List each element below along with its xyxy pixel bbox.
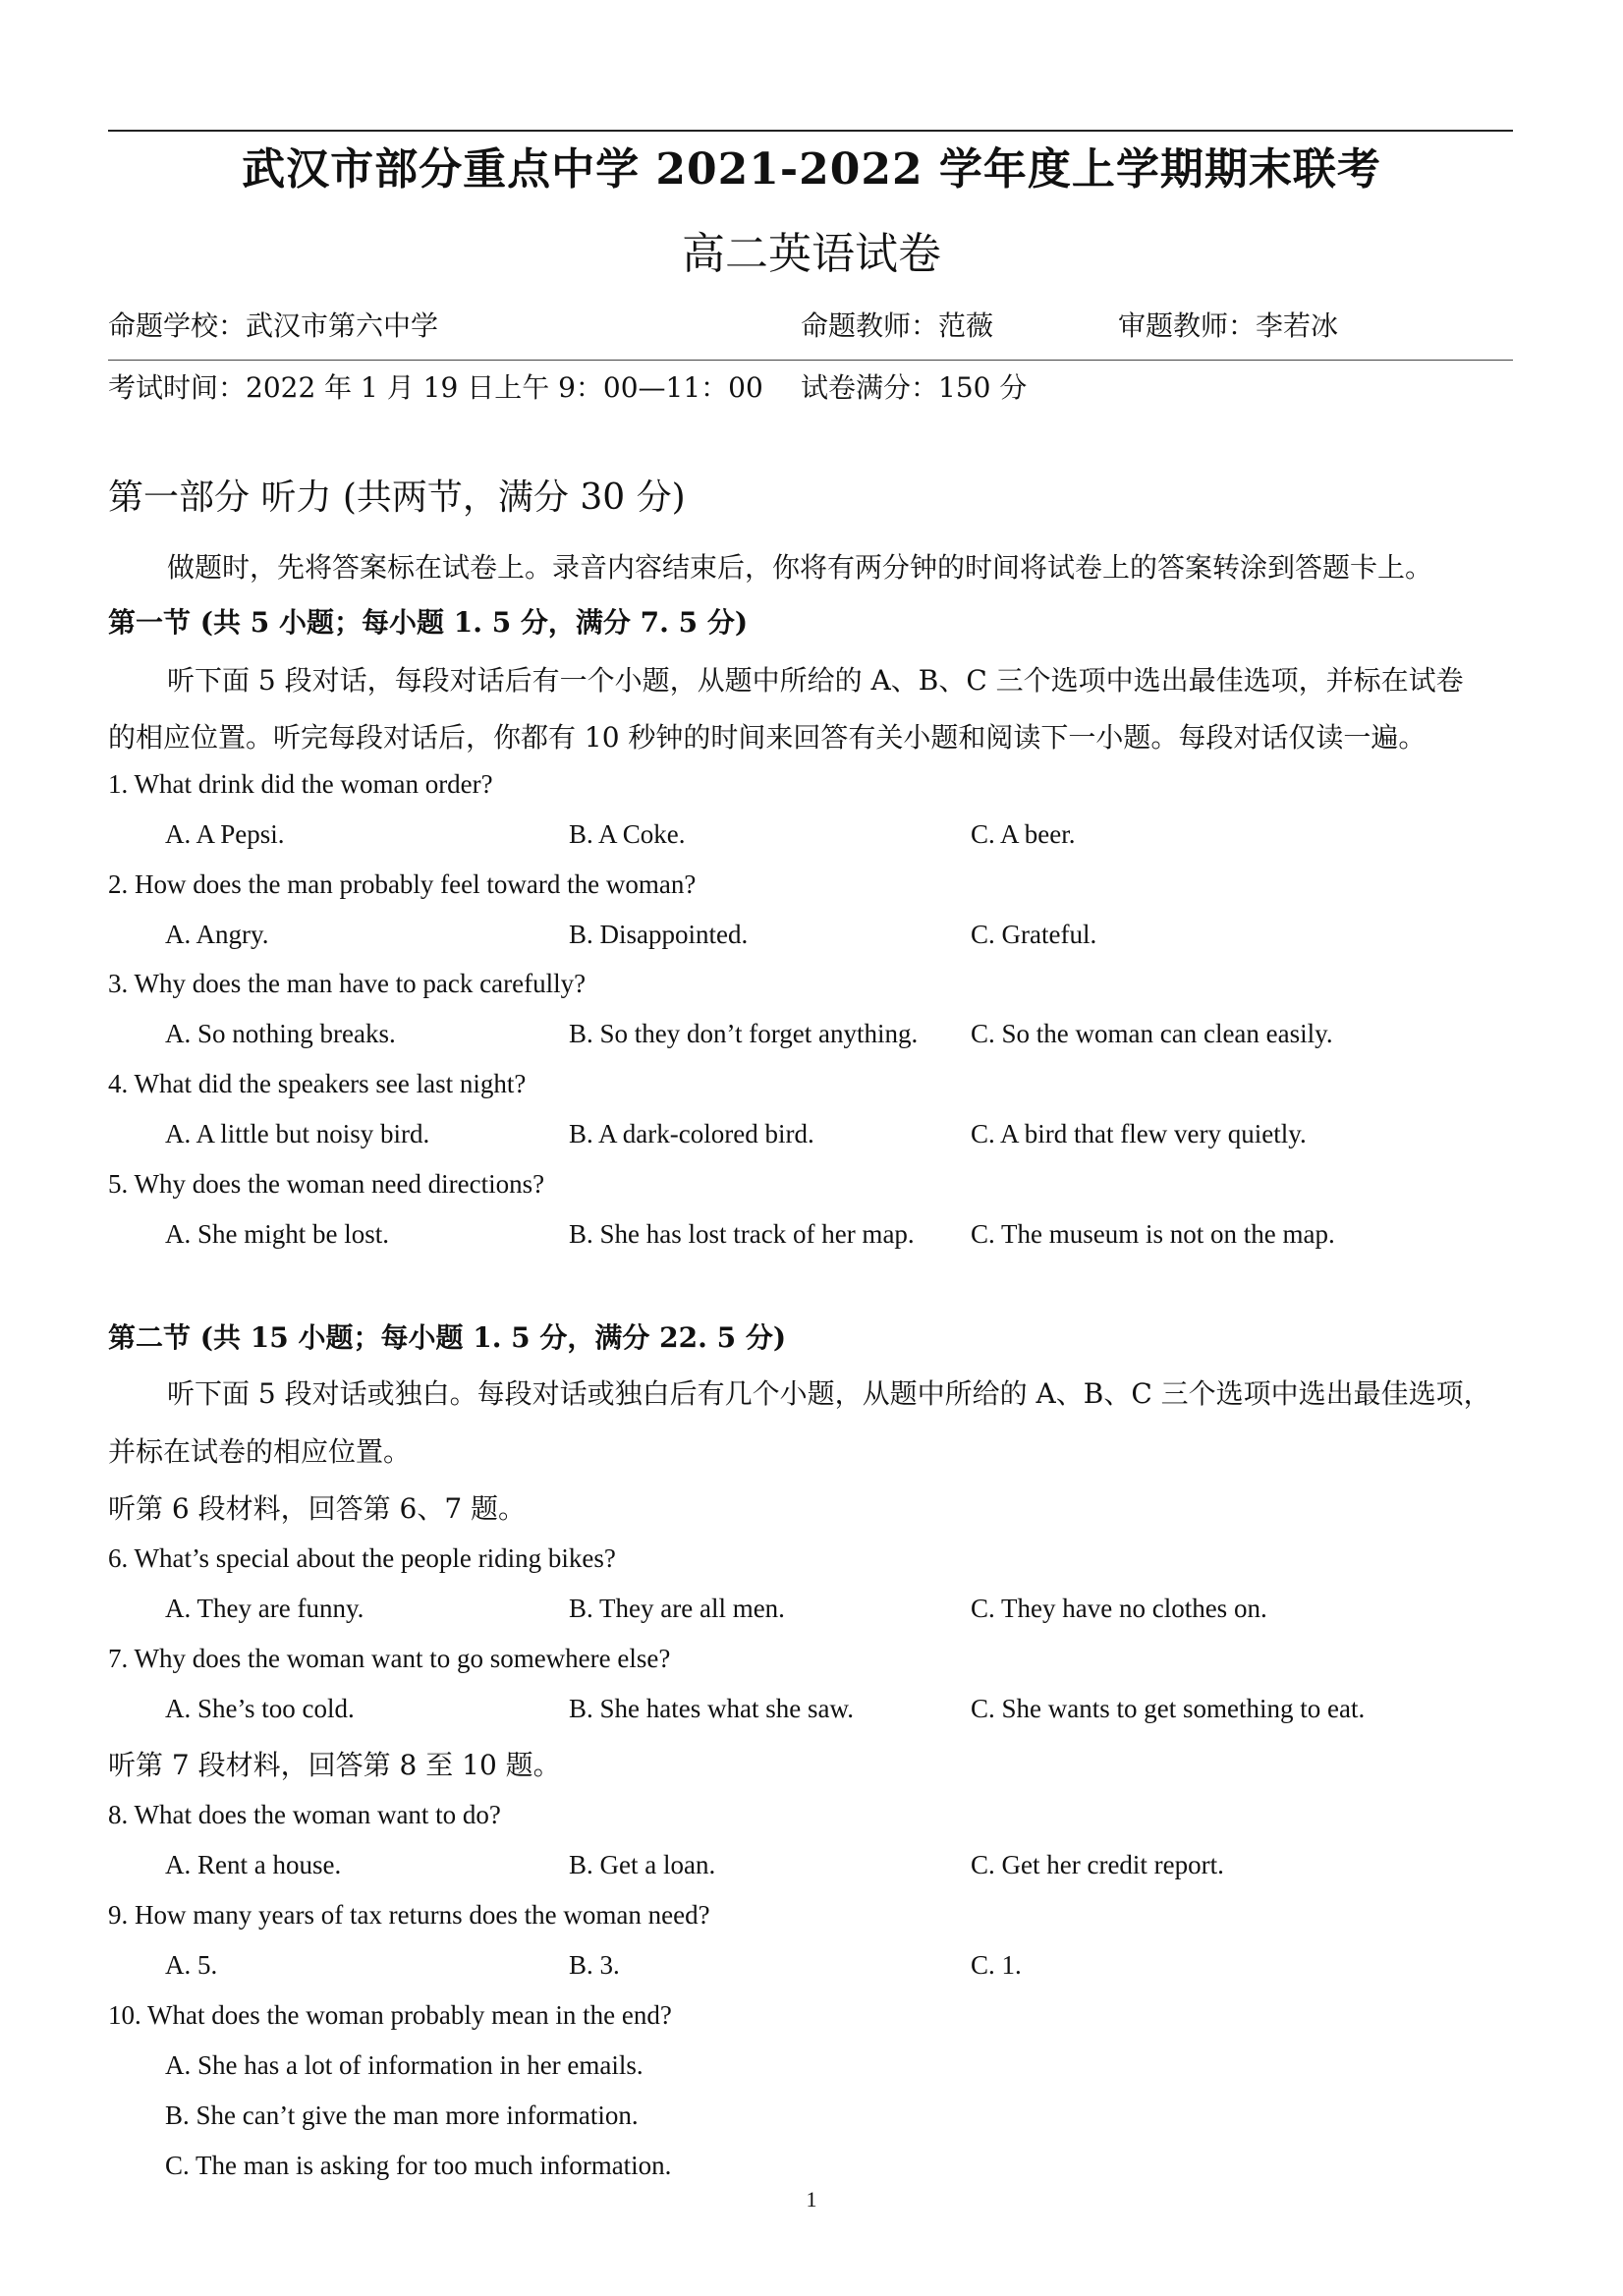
question-7: 7. Why does the woman want to go somewhere else? <box>108 1644 671 1673</box>
question-2: 2. How does the man probably feel toward the woman? <box>108 869 697 899</box>
section1-title: 第一节 (共 5 小题；每小题 1. 5 分，满分 7. 5 分) <box>108 606 749 639</box>
q9-option-c: C. 1. <box>971 1950 1022 1980</box>
q7-option-c: C. She wants to get something to eat. <box>971 1694 1366 1723</box>
full-score: 试卷满分：150 分 <box>801 371 1028 404</box>
setter-teacher: 命题教师：范薇 <box>801 309 994 342</box>
q5-option-a: A. She might be lost. <box>165 1219 389 1249</box>
q7-option-b: B. She hates what she saw. <box>569 1694 854 1723</box>
q8-option-b: B. Get a loan. <box>569 1850 716 1879</box>
q3-option-b: B. So they don’t forget anything. <box>569 1019 919 1048</box>
q2-option-b: B. Disappointed. <box>569 920 749 949</box>
q9-option-a: A. 5. <box>165 1950 218 1980</box>
meta-rule <box>108 360 1513 361</box>
q6-option-b: B. They are all men. <box>569 1594 785 1623</box>
section1-instruction-line2: 的相应位置。听完每段对话后，你都有 10 秒钟的时间来回答有关小题和阅读下一小题。每段对话仅读一遍。 <box>108 721 1427 754</box>
q10-option-b: B. She can’t give the man more information. <box>165 2100 639 2130</box>
q10-option-a: A. She has a lot of information in her emails. <box>165 2050 644 2080</box>
question-6: 6. What’s special about the people riding bikes? <box>108 1543 616 1573</box>
q3-option-a: A. So nothing breaks. <box>165 1019 396 1048</box>
q8-option-c: C. Get her credit report. <box>971 1850 1224 1879</box>
top-rule <box>108 130 1513 132</box>
exam-time: 考试时间：2022 年 1 月 19 日上午 9：00—11：00 <box>108 371 763 404</box>
q2-option-c: C. Grateful. <box>971 920 1097 949</box>
q4-option-b: B. A dark-colored bird. <box>569 1119 814 1148</box>
question-1: 1. What drink did the woman order? <box>108 769 493 799</box>
q10-option-c: C. The man is asking for too much information. <box>165 2151 672 2180</box>
part1-title: 第一部分 听力 (共两节，满分 30 分) <box>108 477 686 518</box>
exam-subtitle: 高二英语试卷 <box>682 229 941 279</box>
material-7-note: 听第 7 段材料，回答第 8 至 10 题。 <box>108 1749 561 1781</box>
exam-title: 武汉市部分重点中学 2021-2022 学年度上学期期末联考 <box>242 144 1381 195</box>
question-10: 10. What does the woman probably mean in the end? <box>108 2000 672 2030</box>
question-8: 8. What does the woman want to do? <box>108 1800 501 1829</box>
q6-option-a: A. They are funny. <box>165 1594 364 1623</box>
q4-option-a: A. A little but noisy bird. <box>165 1119 430 1148</box>
q1-option-b: B. A Coke. <box>569 819 686 849</box>
question-9: 9. How many years of tax returns does the woman need? <box>108 1900 710 1930</box>
question-3: 3. Why does the man have to pack carefully? <box>108 969 587 998</box>
setter-school: 命题学校：武汉市第六中学 <box>108 309 439 342</box>
section2-instruction-line2: 并标在试卷的相应位置。 <box>108 1435 412 1468</box>
q1-option-a: A. A Pepsi. <box>165 819 285 849</box>
section2-instruction-line1: 听下面 5 段对话或独白。每段对话或独白后有几个小题，从题中所给的 A、B、C 三个选项中选出最佳选项， <box>167 1377 1491 1410</box>
question-5: 5. Why does the woman need directions? <box>108 1169 545 1199</box>
q4-option-c: C. A bird that flew very quietly. <box>971 1119 1307 1148</box>
page-number: 1 <box>806 2187 817 2212</box>
q8-option-a: A. Rent a house. <box>165 1850 342 1879</box>
part1-instruction: 做题时，先将答案标在试卷上。录音内容结束后，你将有两分钟的时间将试卷上的答案转涂到答题卡上。 <box>167 551 1433 584</box>
question-4: 4. What did the speakers see last night? <box>108 1069 527 1098</box>
section2-title: 第二节 (共 15 小题；每小题 1. 5 分，满分 22. 5 分) <box>108 1321 787 1354</box>
q9-option-b: B. 3. <box>569 1950 620 1980</box>
q5-option-c: C. The museum is not on the map. <box>971 1219 1335 1249</box>
q1-option-c: C. A beer. <box>971 819 1076 849</box>
q7-option-a: A. She’s too cold. <box>165 1694 355 1723</box>
q2-option-a: A. Angry. <box>165 920 269 949</box>
section1-instruction-line1: 听下面 5 段对话，每段对话后有一个小题，从题中所给的 A、B、C 三个选项中选出最佳选项，并标在试卷 <box>167 664 1464 697</box>
material-6-note: 听第 6 段材料，回答第 6、7 题。 <box>108 1492 527 1525</box>
q5-option-b: B. She has lost track of her map. <box>569 1219 915 1249</box>
q6-option-c: C. They have no clothes on. <box>971 1594 1267 1623</box>
reviewer-teacher: 审题教师：李若冰 <box>1118 309 1339 342</box>
q3-option-c: C. So the woman can clean easily. <box>971 1019 1333 1048</box>
